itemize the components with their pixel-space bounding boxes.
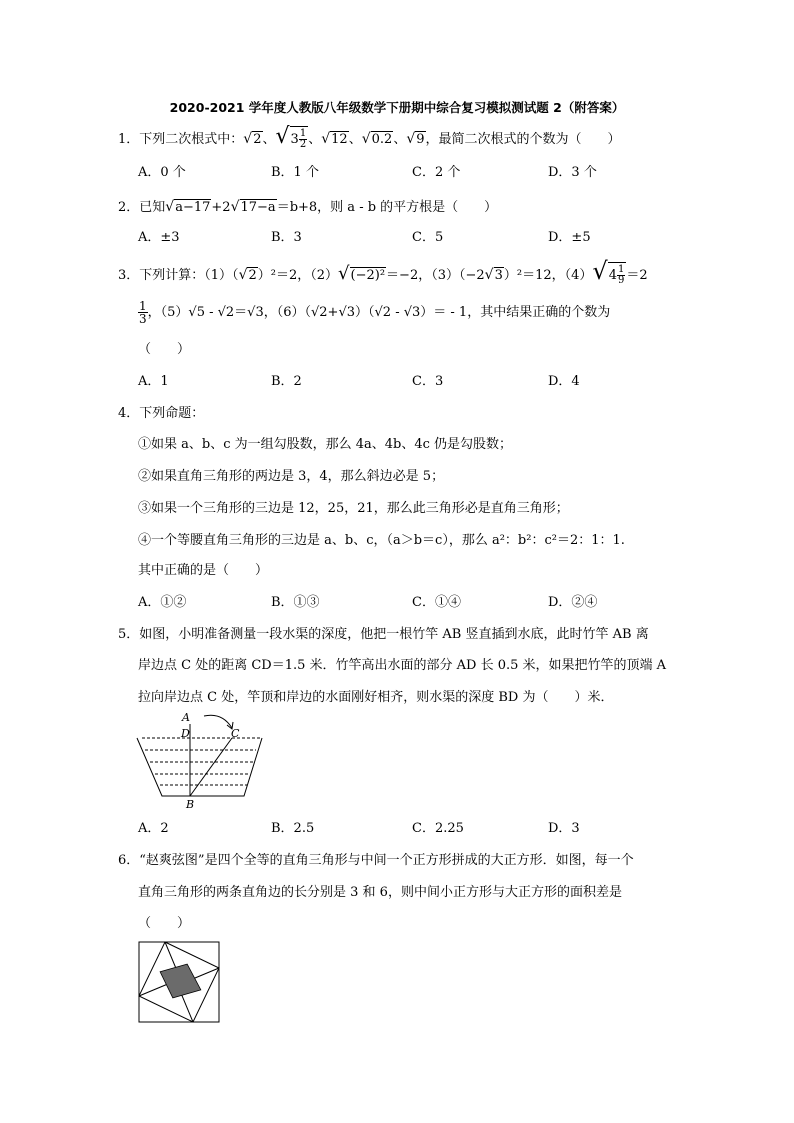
question-2: 2．已知√a−17+2√17−a＝b+8，则 a - b 的平方根是（ ） (118, 199, 498, 215)
q2-number: 2． (118, 200, 140, 215)
q5-number: 5． (118, 627, 140, 642)
q3-number: 3． (118, 268, 140, 283)
pole-bc (190, 738, 232, 796)
canal-outline (137, 738, 262, 796)
q2-radicand-2: 17−a (240, 200, 276, 215)
q3-frac-num: 1 (139, 299, 147, 313)
q1-number: 1． (118, 132, 140, 147)
q4-item-3: ③如果一个三角形的三边是 12，25，21，那么此三角形必是直角三角形； (138, 501, 569, 516)
q1-radicand-4: 0.2 (371, 132, 393, 147)
q5-line-2: 岸边点 C 处的距离 CD＝1.5 米．竹竿高出水面的部分 AD 长 0.5 米，如果把竹竿的顶端 A (138, 658, 667, 673)
q5-line-3: 拉向岸边点 C 处，竿顶和岸边的水面刚好相齐，则水渠的深度 BD 为（ ）米． (138, 690, 614, 705)
q1-option-a: A．0 个 (138, 165, 186, 180)
q5-option-a: A．2 (138, 821, 169, 836)
q4-item-4: ④一个等腰直角三角形的三边是 a、b、c，（a＞b＝c），那么 a²：b²：c²＝2：1：1. (138, 533, 625, 548)
q3-line1-b: ）²＝2，（2） (257, 268, 339, 283)
q2-option-a: A．±3 (138, 230, 180, 245)
question-1: 1．下列二次根式中：√2、√3 $\frac{1}{2}$ 、√12、√0.2、√9，最简二次根式的个数为（ ） (118, 124, 621, 150)
q3-frac-den: 3 (139, 312, 147, 326)
q3-root-neg2sq: (−2)² (350, 268, 386, 283)
q2-text-c: ＝b+8，则 a - b 的平方根是（ ） (276, 200, 498, 215)
zhao-shuang-diagram (138, 941, 222, 1025)
q3-option-d: D．4 (548, 374, 580, 389)
q1-frac-den: 2 (299, 139, 307, 150)
label-c: C (231, 727, 240, 740)
q3-option-c: C．3 (412, 374, 444, 389)
q6-number: 6． (118, 853, 140, 868)
q2-text-b: +2 (211, 200, 231, 215)
q3-answer-paren: （ ） (138, 342, 191, 357)
label-d: D (181, 727, 190, 740)
q3-option-b: B．2 (271, 374, 302, 389)
question-5-line-1 (118, 627, 649, 643)
q3-line1-a: 下列计算：（1）（ (139, 268, 239, 283)
q4-option-a: A．①② (138, 595, 187, 610)
q1-option-d: D．3 个 (548, 165, 597, 180)
q4-number: 4． (118, 406, 140, 421)
question-4 (118, 406, 204, 422)
q1-suffix: ，最简二次根式的个数为（ ） (425, 132, 621, 147)
q6-line-2: 直角三角形的两条直角边的长分别是 3 和 6，则中间小正方形与大正方形的面积差是 (138, 885, 622, 900)
question-6-line-1 (118, 853, 634, 869)
q3-line2-text: ，（5）√5 - √2＝√3，（6）（√2+√3）（√2 - √3）＝ - 1，其中结果正确的个数为 (147, 305, 611, 320)
q4-option-d: D．②④ (548, 595, 598, 610)
q1-option-c: C．2 个 (412, 165, 461, 180)
q3-eq2: ＝2 (626, 268, 648, 283)
q6-line1: “赵爽弦图”是四个全等的直角三角形与中间一个正方形拼成的大正方形．如图，每一个 (139, 853, 634, 868)
q3-line1-c: ＝−2，（3）（−2 (386, 268, 485, 283)
q2-radicand-1: a−17 (175, 200, 211, 215)
q2-option-b: B．3 (271, 230, 302, 245)
q5-option-c: C．2.25 (412, 821, 464, 836)
q2-option-d: D．±5 (548, 230, 591, 245)
q5-option-b: B．2.5 (271, 821, 315, 836)
q1-option-b: B．1 个 (271, 165, 319, 180)
question-3-line-1: 3．下列计算：（1）（√2）²＝2，（2）√(−2)²＝−2，（3）（−2√3）²＝12，（4）√4 $\frac{1}{9}$ ＝2 (118, 257, 648, 286)
q5-option-d: D．3 (548, 821, 580, 836)
label-a: A (182, 711, 190, 724)
q3-option-a: A．1 (138, 374, 169, 389)
q3-mixed-den: 9 (617, 275, 625, 286)
q1-frac-num: 1 (299, 128, 307, 139)
page-title: 2020-2021 学年度人教版八年级数学下册期中综合复习模拟测试题 2（附答案） (169, 100, 625, 115)
q2-text-a: 已知 (139, 200, 166, 215)
q3-mixed-num: 1 (617, 264, 625, 275)
q4-ask: 其中正确的是（ ） (138, 563, 269, 578)
q5-line1: 如图，小明准备测量一段水渠的深度，他把一根竹竿 AB 竖直插到水底，此时竹竿 AB 离 (139, 627, 649, 642)
q4-item-2: ②如果直角三角形的两边是 3，4，那么斜边必是 5； (138, 469, 445, 484)
label-b: B (186, 798, 195, 810)
q4-intro: 下列命题： (139, 406, 205, 421)
q1-radicand-5: 9 (416, 132, 425, 147)
q6-line-3: （ ） (138, 916, 191, 931)
q2-option-c: C．5 (412, 230, 444, 245)
q4-item-1: ①如果 a、b、c 为一组勾股数，那么 4a、4b、4c 仍是勾股数； (138, 437, 513, 452)
q3-mixed-whole: 4 (608, 268, 617, 283)
question-3-line-2 (138, 300, 610, 325)
canal-diagram (132, 710, 272, 810)
q3-line1-d: ）²＝12，（4） (503, 268, 593, 283)
q1-radicand-1: 2 (253, 132, 262, 147)
q4-option-c: C．①④ (412, 595, 461, 610)
q4-option-b: B．①③ (271, 595, 320, 610)
q3-root-3: 3 (494, 268, 503, 283)
q1-mixed-whole: 3 (290, 132, 299, 147)
q1-prefix: 下列二次根式中： (139, 132, 244, 147)
q3-root-2a: 2 (248, 268, 257, 283)
center-small-square (160, 960, 201, 1001)
q1-radicand-3: 12 (331, 132, 348, 147)
